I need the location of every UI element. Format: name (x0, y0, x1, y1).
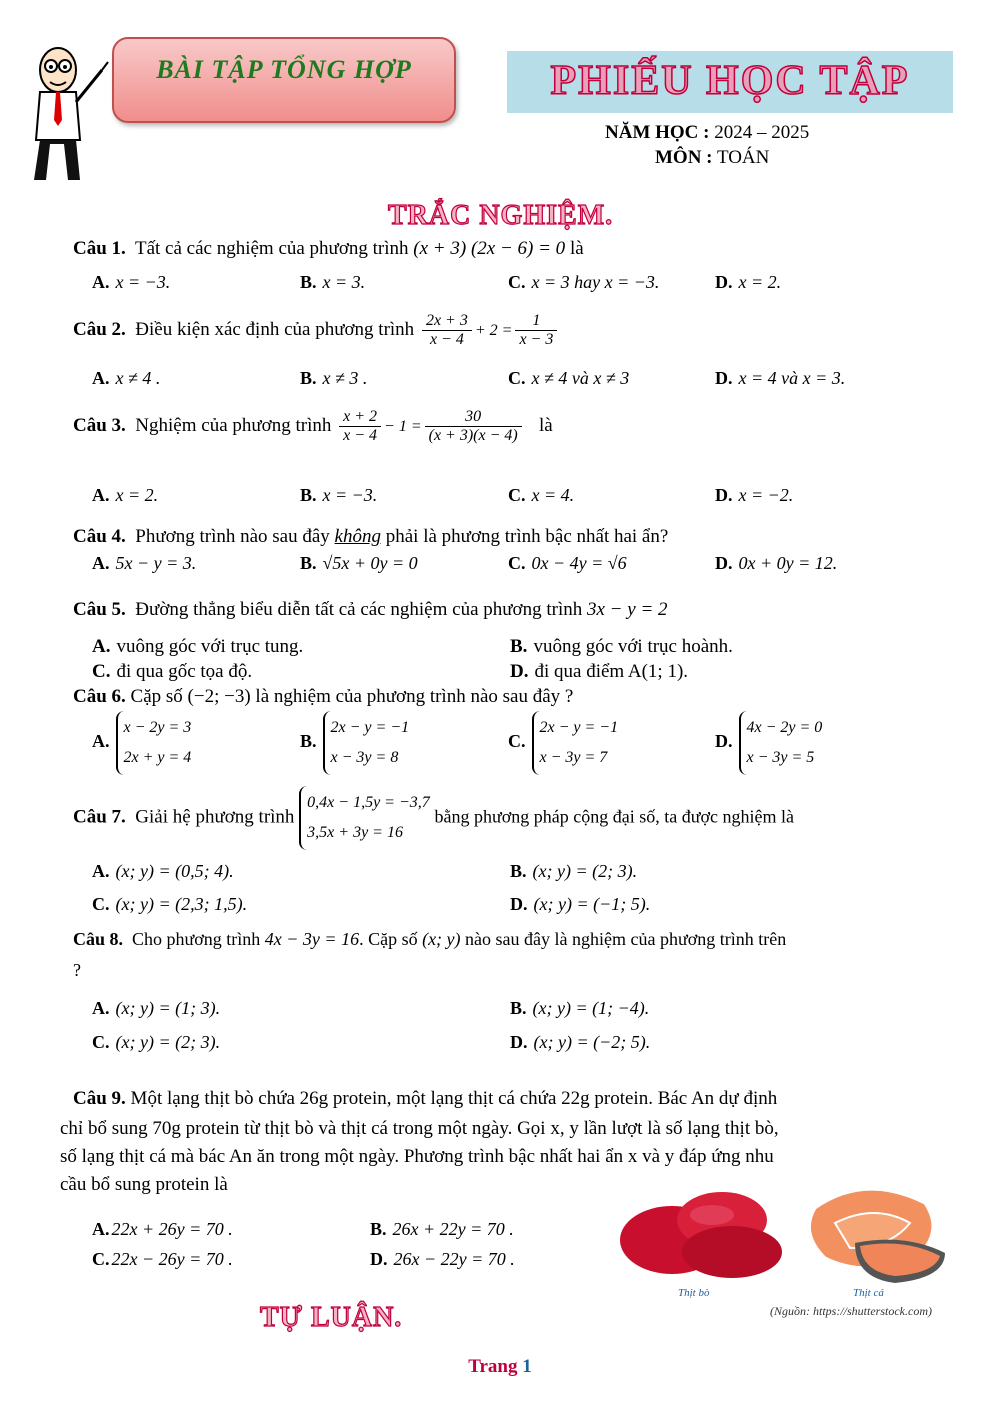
question-7: Câu 7. Giải hệ phương trình 0,4x − 1,5y = −3,7 3,5x + 3y = 16 bằng phương pháp cộng đại số, ta được nghiệm là (73, 786, 794, 850)
q2-option-c[interactable]: C. x ≠ 4 và x ≠ 3 (508, 368, 630, 388)
beef-image (612, 1180, 792, 1285)
q5-option-b[interactable]: B. vuông góc với trục hoành. (510, 636, 733, 657)
q6-option-c[interactable]: C.2x − y = −1 x − 3y = 7 (508, 711, 618, 775)
mcq-section-title: TRẮC NGHIỆM. (388, 200, 614, 231)
q5-option-a[interactable]: A. vuông góc với trục tung. (92, 636, 304, 657)
q2-option-d[interactable]: D. x = 4 và x = 3. (715, 368, 846, 388)
page-number: 1 (522, 1356, 532, 1377)
fish-caption: Thịt cá (853, 1287, 884, 1299)
question-9-line-2: chỉ bổ sung 70g protein từ thịt bò và thịt cá trong một ngày. Gọi x, y lần lượt là số lạng thịt bò, (60, 1118, 779, 1139)
fish-image (795, 1178, 955, 1288)
q5-option-c[interactable]: C. đi qua gốc tọa độ. (92, 661, 253, 682)
teacher-mascot-icon (20, 40, 110, 185)
q6-system-c: 2x − y = −1 x − 3y = 7 (532, 711, 619, 775)
question-8: Câu 8. Cho phương trình 4x − 3y = 16. Cặp số (x; y) nào sau đây là nghiệm của phương trình trên (73, 929, 787, 949)
question-9: Câu 9. Một lạng thịt bò chứa 26g protein, một lạng thịt cá chứa 22g protein. Bác An dự định (73, 1088, 778, 1109)
q3-fraction-2: $\frac{30}{(x + 3)(x - 4)}$ (425, 408, 522, 445)
q4-option-c[interactable]: C. 0x − 4y = √6 (508, 553, 627, 573)
q8-option-d[interactable]: D. (x; y) = (−2; 5). (510, 1032, 651, 1052)
q4-option-d[interactable]: D. 0x + 0y = 12. (715, 553, 838, 573)
q1-option-d[interactable]: D. x = 2. (715, 272, 782, 292)
q2-fraction-2: $\frac{1}{x - 3}$ (515, 312, 557, 349)
q6-system-a: x − 2y = 3 2x + y = 4 (116, 711, 192, 775)
q2-option-a[interactable]: A. x ≠ 4 . (92, 368, 161, 388)
q8-option-c[interactable]: C. (x; y) = (2; 3). (92, 1032, 221, 1052)
question-5: Câu 5. Đường thẳng biểu diễn tất cả các nghiệm của phương trình 3x − y = 2 (73, 599, 668, 620)
q6-system-d: 4x − 2y = 0 x − 3y = 5 (739, 711, 823, 775)
question-8-end: ? (73, 960, 81, 980)
q1-option-a[interactable]: A. x = −3. (92, 272, 171, 292)
question-6: Câu 6. Cặp số (−2; −3) là nghiệm của phương trình nào sau đây ? (73, 686, 574, 707)
q7-option-c[interactable]: C. (x; y) = (2,3; 1,5). (92, 894, 248, 914)
question-9-line-3: số lạng thịt cá mà bác An ăn trong một ngày. Phương trình bậc nhất hai ẩn x và y đáp ứng nhu (60, 1146, 774, 1167)
q8-option-b[interactable]: B. (x; y) = (1; −4). (510, 998, 650, 1018)
q7-system: 0,4x − 1,5y = −3,7 3,5x + 3y = 16 (299, 786, 430, 850)
q3-option-a[interactable]: A. x = 2. (92, 485, 159, 505)
q6-option-a[interactable]: A.x − 2y = 3 2x + y = 4 (92, 711, 191, 775)
subject: MÔN : TOÁN (655, 147, 770, 168)
banner-title: PHIẾU HỌC TẬP (550, 58, 910, 104)
page-footer (0, 1356, 1000, 1378)
question-4: Câu 4. Phương trình nào sau đây không phải là phương trình bậc nhất hai ẩn? (73, 526, 669, 547)
question-9-line-4: cầu bổ sung protein là (60, 1174, 228, 1195)
q7-option-b[interactable]: B. (x; y) = (2; 3). (510, 861, 638, 881)
q7-option-d[interactable]: D. (x; y) = (−1; 5). (510, 894, 651, 914)
q2-fraction-1: $\frac{2x + 3}{x - 4}$ (422, 312, 472, 349)
question-2: Câu 2. Điều kiện xác định của phương trình $\frac{2x + 3}{x - 4}$ + 2 = $\frac{1}{x - 3}$ (73, 312, 560, 349)
q6-option-b[interactable]: B.2x − y = −1 x − 3y = 8 (300, 711, 409, 775)
title-box (112, 37, 456, 123)
q5-option-d[interactable]: D. đi qua điểm A(1; 1). (510, 661, 689, 682)
q4-option-b[interactable]: B. √5x + 0y = 0 (300, 553, 418, 573)
school-year: NĂM HỌC : 2024 – 2025 (605, 122, 810, 143)
essay-section-title: TỰ LUẬN. (260, 1302, 403, 1333)
question-3: Câu 3. Nghiệm của phương trình $\frac{x + 2}{x - 4}$ − 1 = $\frac{30}{(x + 3)(x - 4)}$ là (73, 408, 553, 444)
q3-option-c[interactable]: C. x = 4. (508, 485, 575, 505)
beef-caption: Thịt bò (678, 1287, 710, 1299)
q9-option-d[interactable]: D. 26x − 22y = 70 . (370, 1249, 515, 1269)
q9-option-a[interactable]: A. 22x + 26y = 70 . (92, 1219, 233, 1239)
q3-fraction-1: $\frac{x + 2}{x - 4}$ (339, 408, 381, 445)
image-source: (Nguồn: https://shutterstock.com) (770, 1304, 932, 1318)
q1-option-b[interactable]: B. x = 3. (300, 272, 366, 292)
page-label: Trang (468, 1356, 518, 1377)
q9-option-b[interactable]: B. 26x + 22y = 70 . (370, 1219, 514, 1239)
q7-option-a[interactable]: A. (x; y) = (0,5; 4). (92, 861, 234, 881)
q6-option-d[interactable]: D.4x − 2y = 0 x − 3y = 5 (715, 711, 822, 775)
q3-option-d[interactable]: D. x = −2. (715, 485, 794, 505)
question-1: Câu 1. Tất cả các nghiệm của phương trình (x + 3) (2x − 6) = 0 là (73, 238, 584, 259)
q8-option-a[interactable]: A. (x; y) = (1; 3). (92, 998, 221, 1018)
q3-option-b[interactable]: B. x = −3. (300, 485, 378, 505)
worksheet-banner (507, 51, 953, 113)
title-box-text: BÀI TẬP TỔNG HỢP (156, 55, 412, 84)
q2-option-b[interactable]: B. x ≠ 3 . (300, 368, 368, 388)
q4-option-a[interactable]: A. 5x − y = 3. (92, 553, 197, 573)
q1-option-c[interactable]: C. x = 3 hay x = −3. (508, 272, 660, 292)
q6-system-b: 2x − y = −1 x − 3y = 8 (323, 711, 410, 775)
q9-option-c[interactable]: C. 22x − 26y = 70 . (92, 1249, 233, 1269)
